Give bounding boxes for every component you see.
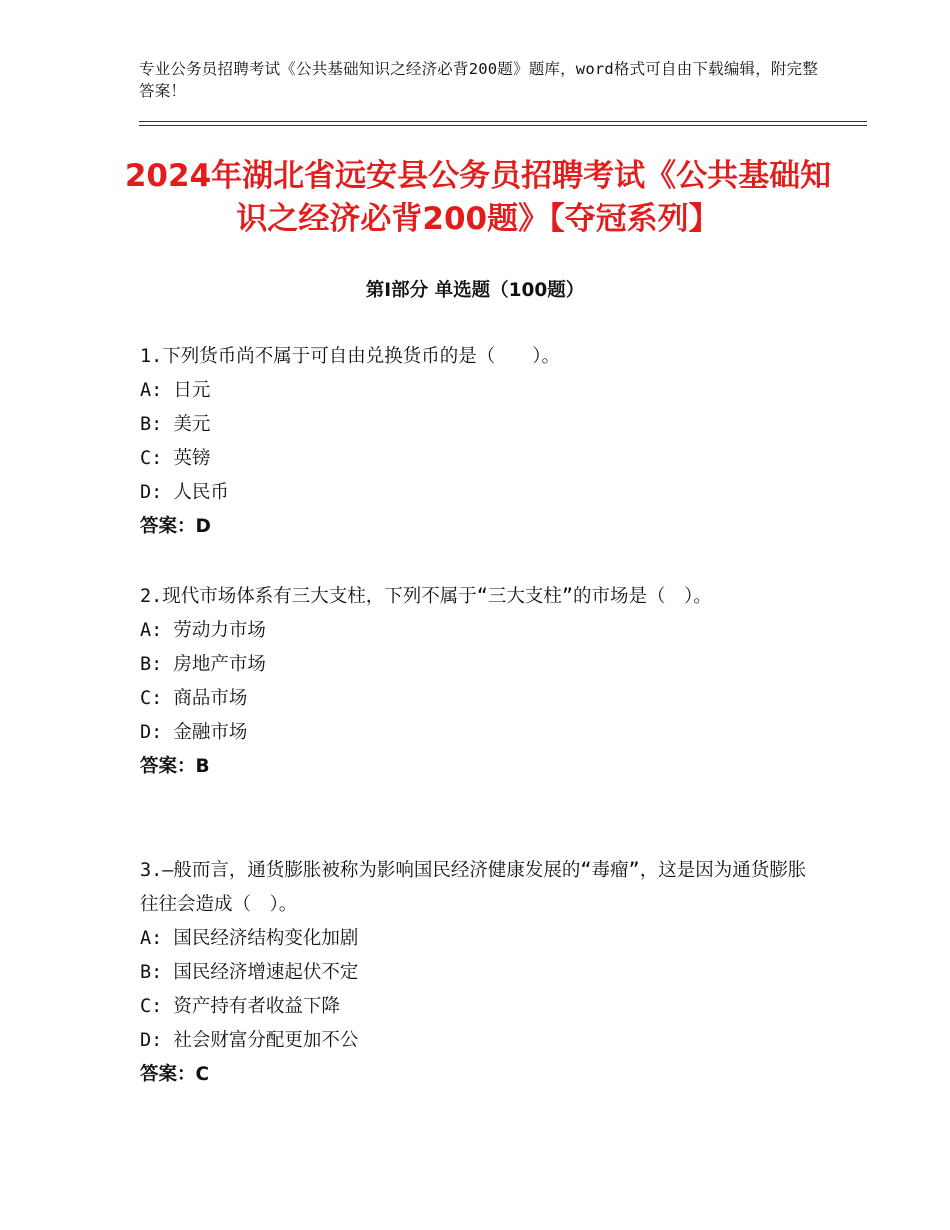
answer: 答案：D xyxy=(140,516,211,537)
option-c: C: 英镑 xyxy=(140,448,211,469)
header-rule-secondary xyxy=(139,125,867,126)
option-c: C: 资产持有者收益下降 xyxy=(140,996,340,1017)
section-heading: 第Ⅰ部分 单选题（100题） xyxy=(365,280,585,301)
question-2 xyxy=(140,580,810,784)
option-b: B: 国民经济增速起伏不定 xyxy=(140,962,359,983)
question-1 xyxy=(140,340,810,544)
question-3 xyxy=(140,854,810,1092)
option-b: B: 房地产市场 xyxy=(140,654,266,675)
option-d: D: 人民币 xyxy=(140,482,229,503)
option-a: A: 劳动力市场 xyxy=(140,620,266,641)
option-a: A: 国民经济结构变化加剧 xyxy=(140,928,359,949)
option-b: B: 美元 xyxy=(140,414,211,435)
header-note: 专业公务员招聘考试《公共基础知识之经济必背200题》题库，word格式可自由下载编辑，附完整答案！ xyxy=(139,60,819,100)
option-a: A: 日元 xyxy=(140,380,211,401)
option-d: D: 社会财富分配更加不公 xyxy=(140,1030,359,1051)
answer: 答案：C xyxy=(140,1064,210,1085)
question-stem: 2.现代市场体系有三大支柱，下列不属于“三大支柱”的市场是（ ）。 xyxy=(140,586,712,607)
question-stem: 3.—般而言，通货膨胀被称为影响国民经济健康发展的“毒瘤”，这是因为通货膨胀往往会造成（ ）。 xyxy=(140,860,807,915)
question-stem: 1.下列货币尚不属于可自由兑换货币的是（ ）。 xyxy=(140,346,561,367)
option-d: D: 金融市场 xyxy=(140,722,248,743)
option-c: C: 商品市场 xyxy=(140,688,248,709)
document-title: 2024年湖北省远安县公务员招聘考试《公共基础知识之经济必背200题》【夺冠系列】 xyxy=(124,158,832,237)
header-rule xyxy=(139,121,867,122)
answer: 答案：B xyxy=(140,756,210,777)
